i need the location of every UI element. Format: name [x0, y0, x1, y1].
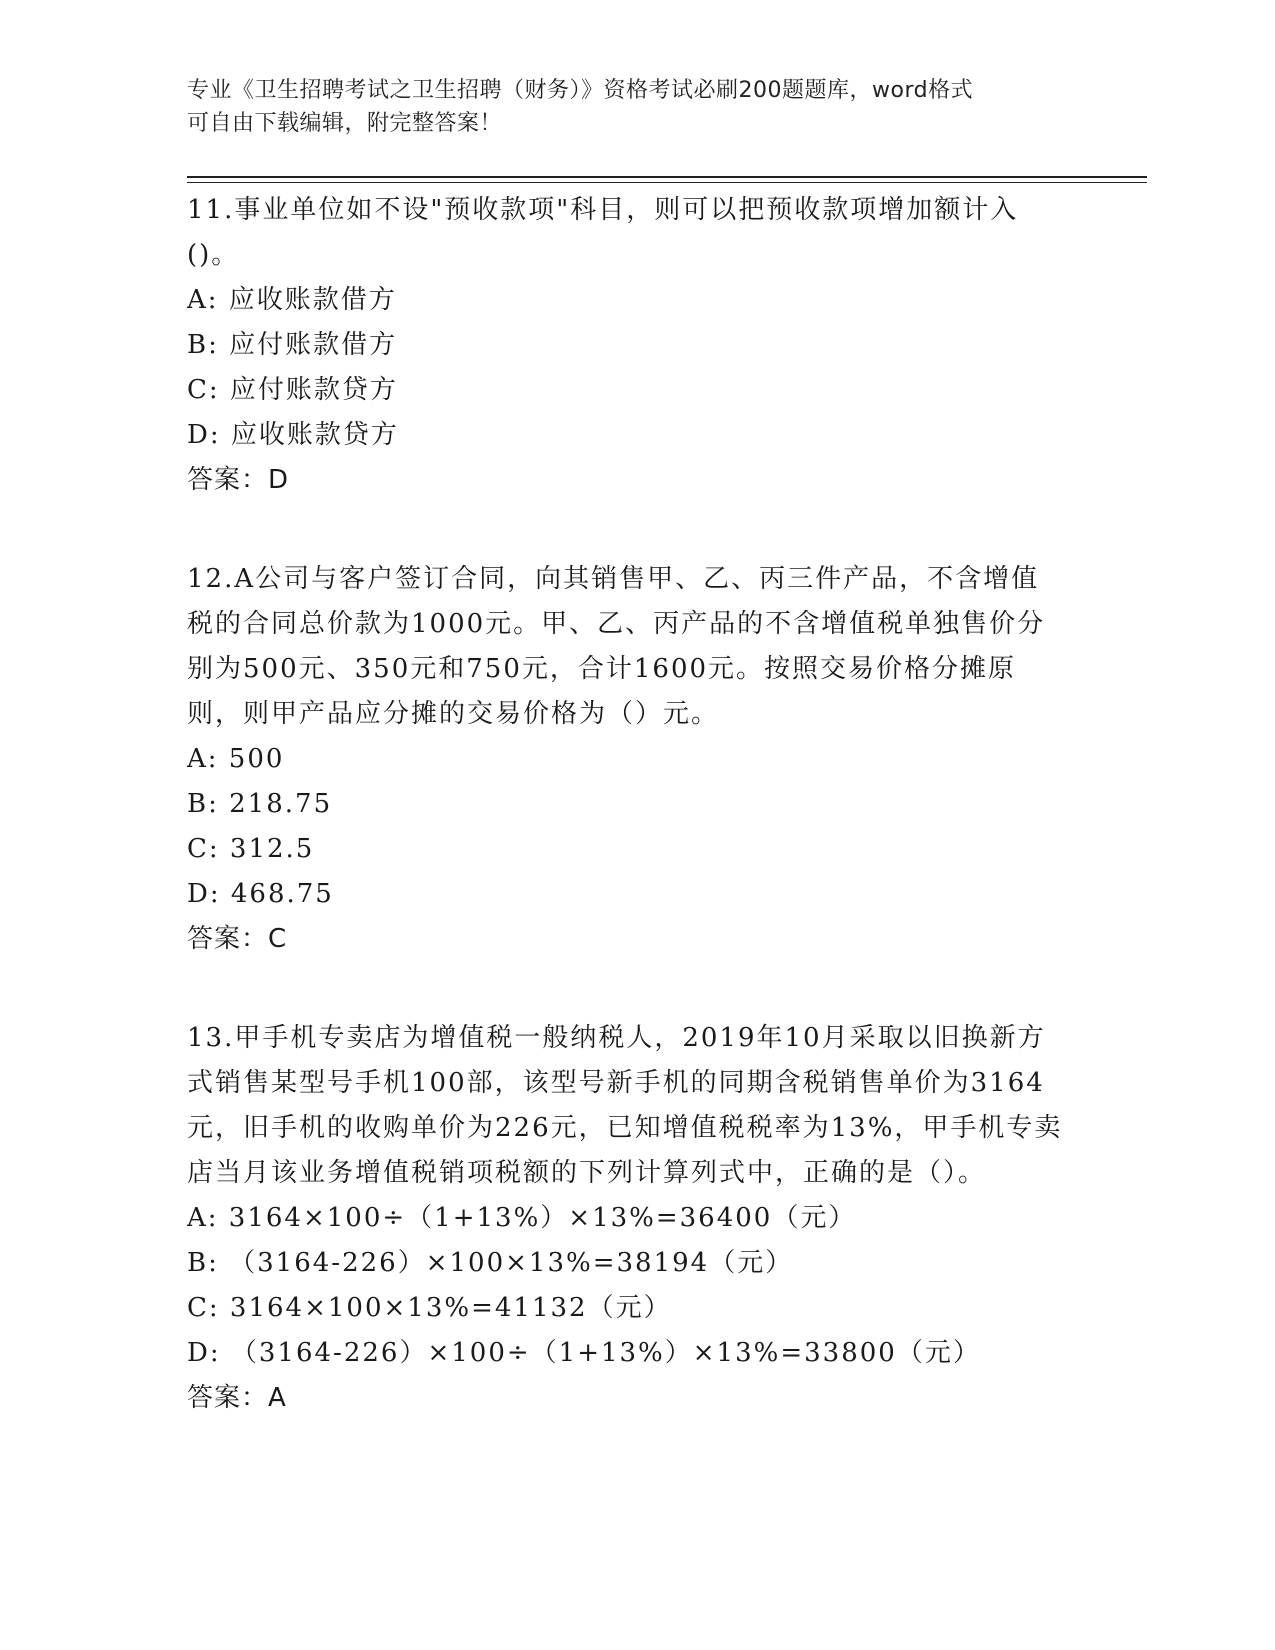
question-text: 11.事业单位如不设"预收款项"科目，则可以把预收款项增加额计入()。: [187, 195, 1019, 270]
header-divider-thick: [187, 176, 1147, 178]
answer-line: 答案：C: [187, 924, 288, 954]
option-c: C: 3164×100×13%=41132（元）: [187, 1293, 672, 1323]
answer-line: 答案：D: [187, 465, 290, 495]
option-c: C: 应付账款贷方: [187, 375, 398, 405]
question-text: 12.A公司与客户签订合同，向其销售甲、乙、丙三件产品，不含增值税的合同总价款为1000元。甲、乙、丙产品的不含增值税单独售价分别为500元、350元和750元，合计1600元。按照交易价格分摊原则，则甲产品应分摊的交易价格为（）元。: [187, 564, 1046, 729]
option-c: C: 312.5: [187, 834, 315, 864]
question-text: 13.甲手机专卖店为增值税一般纳税人，2019年10月采取以旧换新方式销售某型号手机100部，该型号新手机的同期含税销售单价为3164元，旧手机的收购单价为226元，已知增值税税率为13%，甲手机专卖店当月该业务增值税销项税额的下列计算列式中，正确的是（）。: [187, 1023, 1063, 1188]
option-b: B: （3164-226）×100×13%=38194（元）: [187, 1248, 794, 1278]
header-line-2: 可自由下载编辑，附完整答案！: [187, 111, 503, 136]
header-line-1: 专业《卫生招聘考试之卫生招聘（财务）》资格考试必刷200题题库，word格式: [187, 78, 974, 103]
question-12: [187, 557, 1067, 962]
option-b: B: 218.75: [187, 789, 333, 819]
header-divider-thin: [187, 182, 1147, 183]
option-a: A: 应收账款借方: [187, 285, 397, 315]
option-d: D: （3164-226）×100÷（1+13%）×13%=33800（元）: [187, 1338, 981, 1368]
option-a: A: 3164×100÷（1+13%）×13%=36400（元）: [187, 1203, 857, 1233]
option-b: B: 应付账款借方: [187, 330, 398, 360]
option-d: D: 应收账款贷方: [187, 420, 399, 450]
option-d: D: 468.75: [187, 879, 334, 909]
document-header: [187, 74, 1067, 140]
question-13: [187, 1016, 1067, 1421]
option-a: A: 500: [187, 744, 285, 774]
question-11: [187, 188, 1067, 503]
answer-line: 答案：A: [187, 1383, 287, 1413]
question-list: [187, 188, 1067, 1475]
